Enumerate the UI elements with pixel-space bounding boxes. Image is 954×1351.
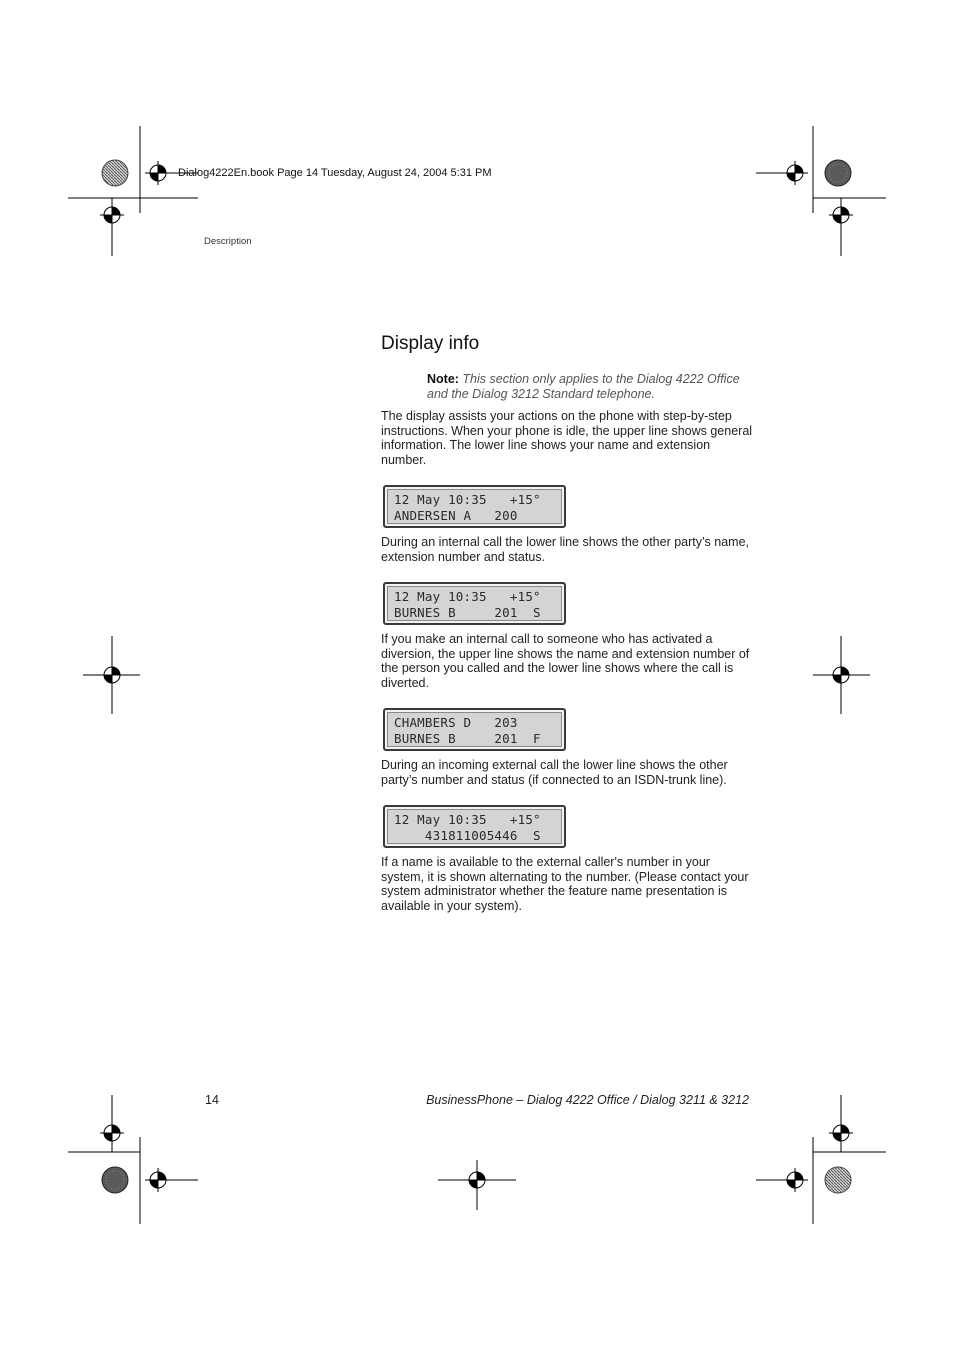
section-label: Description	[204, 236, 252, 247]
lcd-upper-line: 12 May 10:35 +15°	[394, 492, 541, 507]
lcd-upper-line: 12 May 10:35 +15°	[394, 589, 541, 604]
lcd-lower-line: BURNES B 201 F	[394, 731, 541, 746]
lcd-display-external-call	[383, 805, 566, 848]
lcd-display-diversion	[383, 708, 566, 751]
lcd-lower-line: BURNES B 201 S	[394, 605, 541, 620]
lcd-display-idle	[383, 485, 566, 528]
print-info-line: Dialog4222En.book Page 14 Tuesday, August 24, 2004 5:31 PM	[178, 167, 492, 179]
lcd-lower-line: 431811005446 S	[394, 828, 541, 843]
note-label: Note:	[427, 372, 459, 386]
lcd-lower-line: ANDERSEN A 200	[394, 508, 518, 523]
lcd-upper-line: CHAMBERS D 203	[394, 715, 518, 730]
note-text: This section only applies to the Dialog 4222 Office and the Dialog 3212 Standard telephone.	[427, 372, 740, 401]
lcd-display-internal-call	[383, 582, 566, 625]
paragraph-diversion: If you make an internal call to someone who has activated a diversion, the upper line shows the name and extension number of the person you called and the lower line shows where the call is diverted.	[381, 632, 750, 690]
page-number: 14	[205, 1093, 219, 1107]
paragraph-external-call: During an incoming external call the lower line shows the other party’s number and status (if connected to an ISDN-trunk line).	[381, 758, 728, 787]
lcd-upper-line: 12 May 10:35 +15°	[394, 812, 541, 827]
note-block	[427, 372, 757, 401]
paragraph-name-presentation: If a name is available to the external caller's number in your system, it is shown alternating to the number. (Please contact your system administrator whether the feature name presentation is available in your system).	[381, 855, 749, 913]
page-title: Display info	[381, 333, 480, 354]
paragraph-internal-call: During an internal call the lower line shows the other party’s name, extension number and status.	[381, 535, 750, 564]
paragraph-display-intro: The display assists your actions on the phone with step-by-step instructions. When your phone is idle, the upper line shows general information. The lower line shows your name and extension number.	[381, 409, 753, 467]
footer-title: BusinessPhone – Dialog 4222 Office / Dialog 3211 & 3212	[426, 1093, 749, 1107]
